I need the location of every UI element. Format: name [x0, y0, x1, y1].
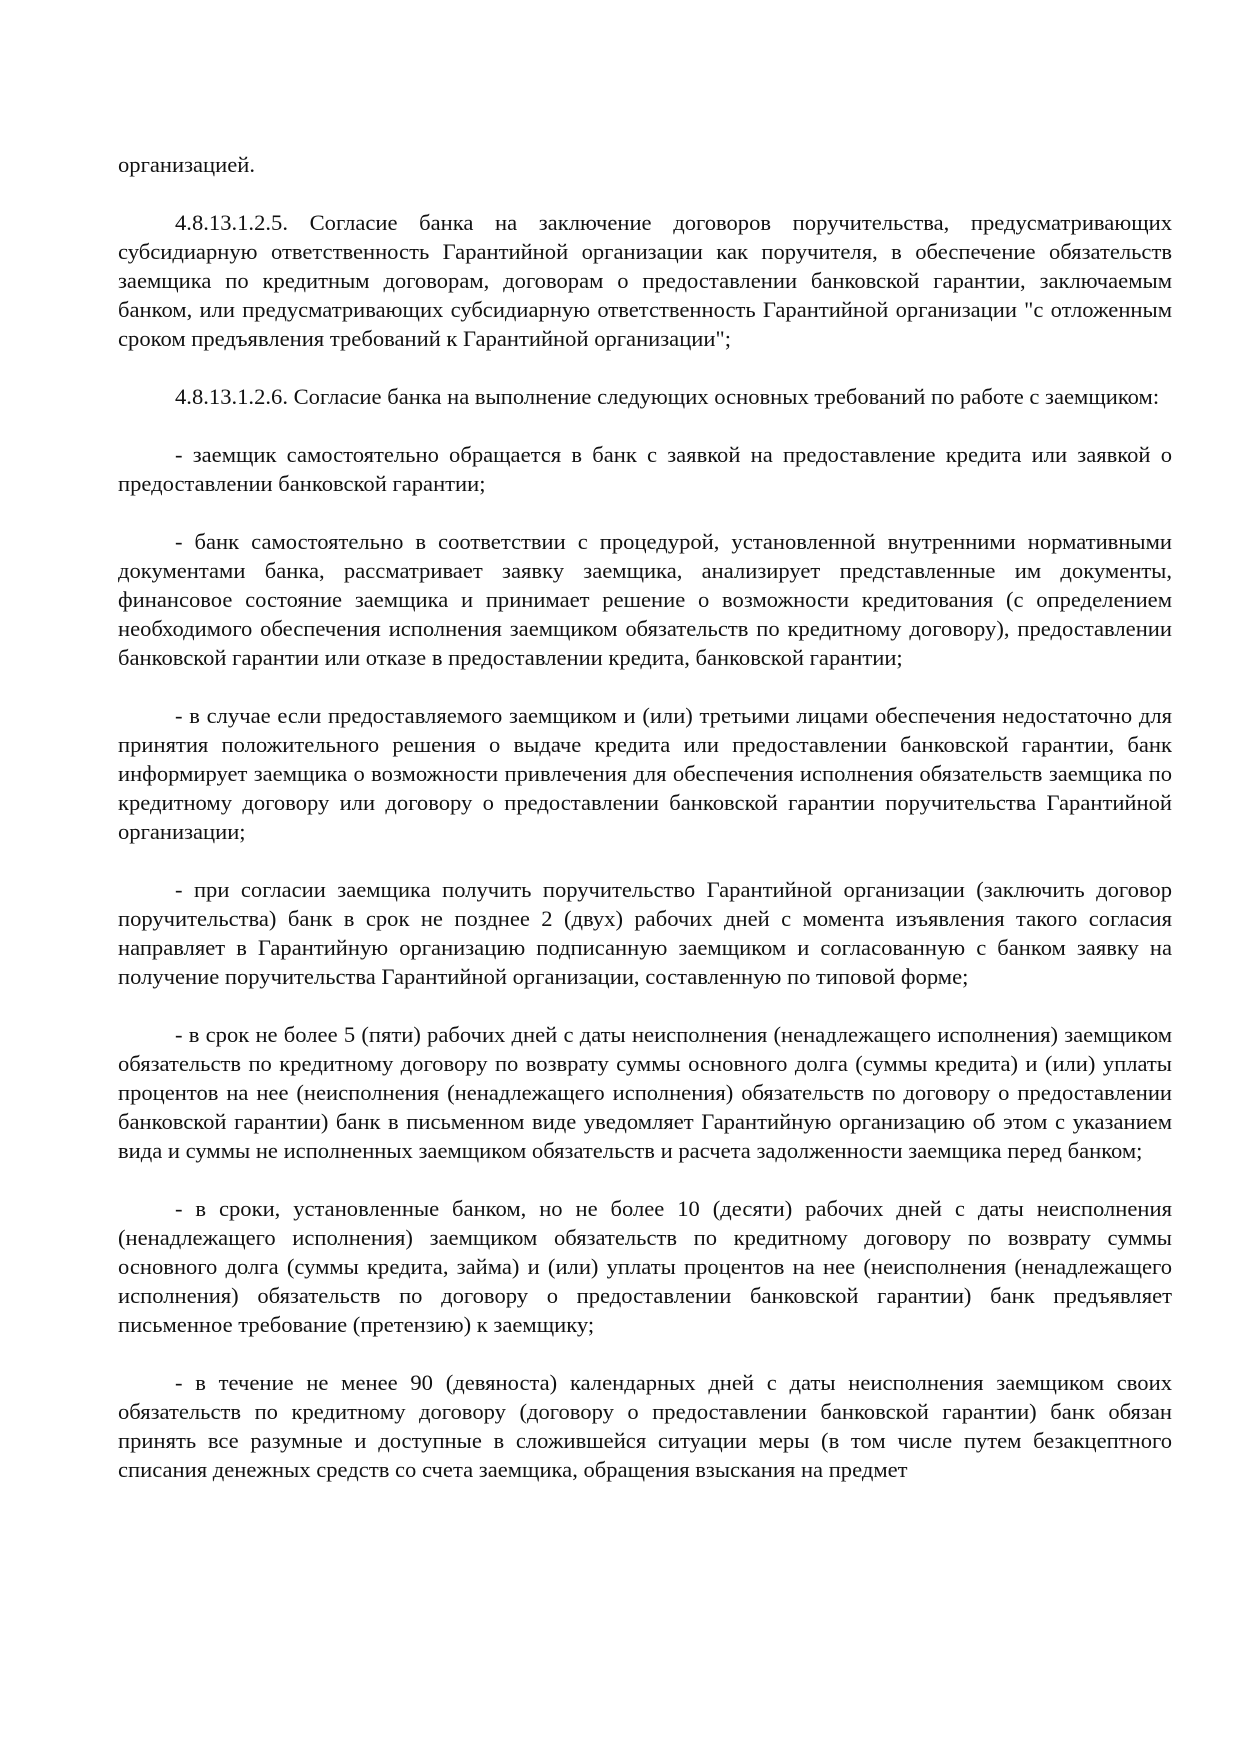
document-page	[118, 150, 1172, 1484]
paragraph-clause-4-8-13-1-2-6: 4.8.13.1.2.6. Согласие банка на выполнение следующих основных требований по работе с заемщиком:	[175, 384, 1160, 409]
list-item-guarantee-request: - при согласии заемщика получить поручительство Гарантийной организации (заключить договор поручительства) банк в срок не позднее 2 (двух) рабочих дней с момента изъявления такого согласия направляет в Гарантийную организацию подписанную заемщиком и согласованную с банком заявку на получение поручительства Гарантийной организации, составленную по типовой форме;	[118, 877, 1172, 989]
paragraph-clause-4-8-13-1-2-5: 4.8.13.1.2.5. Согласие банка на заключение договоров поручительства, предусматривающих субсидиарную ответственность Гарантийной организации как поручителя, в обеспечение обязательств заемщика по кредитным договорам, договорам о предоставлении банковской гарантии, заключаемым банком, или предусматривающих субсидиарную ответственность Гарантийной организации "с отложенным сроком предъявления требований к Гарантийной организации";	[118, 210, 1172, 351]
list-item-review: - банк самостоятельно в соответствии с процедурой, установленной внутренними нормативными документами банка, рассматривает заявку заемщика, анализирует представленные им документы, финансовое состояние заемщика и принимает решение о возможности кредитования (с определением необходимого обеспечения исполнения заемщиком обязательств по кредитному договору), предоставлении банковской гарантии или отказе в предоставлении кредита, банковской гарантии;	[118, 529, 1172, 670]
list-item-application: - заемщик самостоятельно обращается в банк с заявкой на предоставление кредита или заявкой о предоставлении банковской гарантии;	[118, 442, 1172, 496]
list-item-insufficient-collateral: - в случае если предоставляемого заемщиком и (или) третьими лицами обеспечения недостаточно для принятия положительного решения о выдаче кредита или предоставлении банковской гарантии, банк информирует заемщика о возможности привлечения для обеспечения исполнения обязательств заемщика по кредитному договору или договору о предоставлении банковской гарантии поручительства Гарантийной организации;	[118, 703, 1172, 844]
paragraph-continuation: организацией.	[118, 152, 255, 177]
list-item-default-notice: - в срок не более 5 (пяти) рабочих дней с даты неисполнения (ненадлежащего исполнения) заемщиком обязательств по кредитному договору по возврату суммы основного долга (суммы кредита) и (или) уплаты процентов на нее (неисполнения (ненадлежащего исполнения) обязательств по договору о предоставлении банковской гарантии) банк в письменном виде уведомляет Гарантийную организацию об этом с указанием вида и суммы не исполненных заемщиком обязательств и расчета задолженности заемщика перед банком;	[118, 1022, 1172, 1163]
list-item-recovery-measures: - в течение не менее 90 (девяноста) календарных дней с даты неисполнения заемщиком своих обязательств по кредитному договору (договору о предоставлении банковской гарантии) банк обязан принять все разумные и доступные в сложившейся ситуации меры (в том числе путем безакцептного списания денежных средств со счета заемщика, обращения взыскания на предмет	[118, 1370, 1172, 1482]
list-item-claim: - в сроки, установленные банком, но не более 10 (десяти) рабочих дней с даты неисполнения (ненадлежащего исполнения) заемщиком обязательств по кредитному договору по возврату суммы основного долга (суммы кредита, займа) и (или) уплаты процентов на нее (неисполнения (ненадлежащего исполнения) обязательств по договору о предоставлении банковской гарантии) банк предъявляет письменное требование (претензию) к заемщику;	[118, 1196, 1172, 1337]
